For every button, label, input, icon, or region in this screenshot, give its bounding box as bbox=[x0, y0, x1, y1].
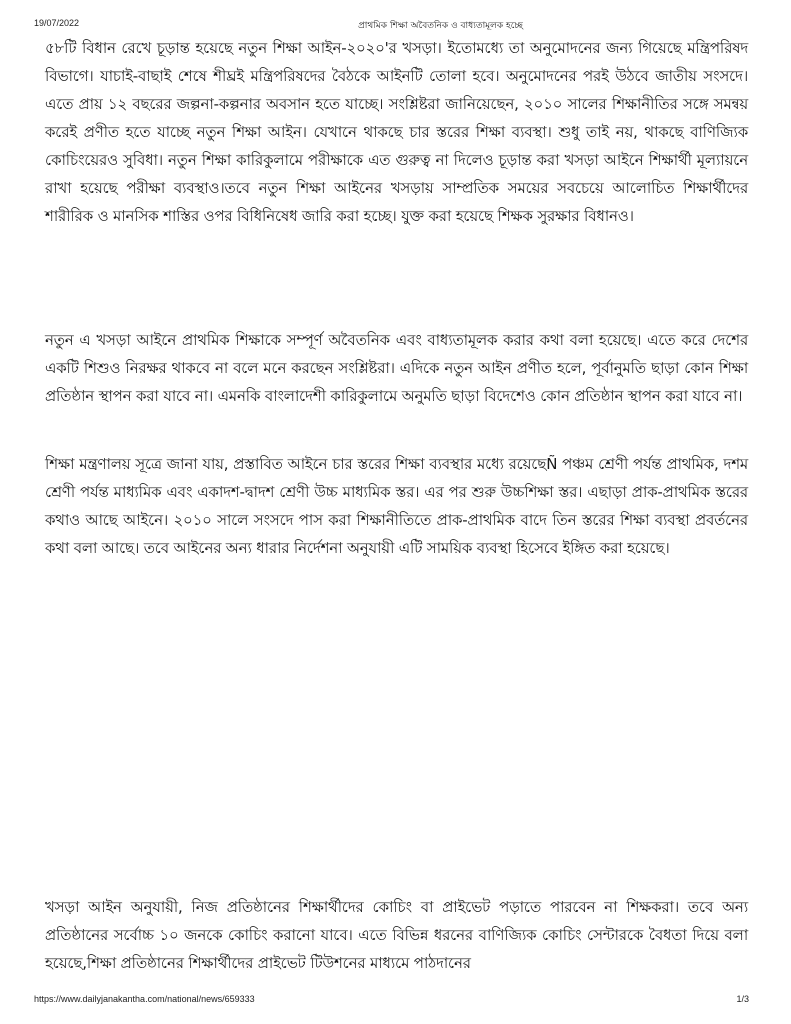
article-paragraph-3: শিক্ষা মন্ত্রণালয় সূত্রে জানা যায়, প্রস্তাবিত আইনে চার স্তরের শিক্ষা ব্যবস্থার মধ্যে রয়েছেÑ পঞ্চম শ্রেণী পর্যন্ত প্রাথমিক, দশম শ্রেণী পর্যন্ত মাধ্যমিক এবং একাদশ-দ্বাদশ শ্রেণী উচ্চ মাধ্যমিক স্তর। এর পর শুরু উচ্চশিক্ষা স্তর। এছাড়া প্রাক-প্রাথমিক স্তরের কথাও আছে আইনে। ২০১০ সালে সংসদে পাস করা শিক্ষানীতিতে প্রাক-প্রাথমিক বাদে তিন স্তরের শিক্ষা ব্যবস্থা প্রবর্তনের কথা বলা আছে। তবে আইনের অন্য ধারার নির্দেশনা অনুযায়ী এটি সাময়িক ব্যবস্থা হিসেবে ইঙ্গিত করা হয়েছে। bbox=[45, 455, 748, 557]
page-number: 1/3 bbox=[736, 994, 749, 1004]
article-paragraph-4: খসড়া আইন অনুযায়ী, নিজ প্রতিষ্ঠানের শিক্ষার্থীদের কোচিং বা প্রাইভেট পড়াতে পারবেন না শিক্ষকরা। তবে অন্য প্রতিষ্ঠানের সর্বোচ্চ ১০ জনকে কোচিং করানো যাবে। এতে বিভিন্ন ধরনের বাণিজ্যিক কোচিং সেন্টারকে বৈধতা দিয়ে বলা হয়েছে,শিক্ষা প্রতিষ্ঠানের শিক্ষার্থীদের প্রাইভেট টিউশনের মাধ্যমে পাঠদানের bbox=[45, 898, 748, 972]
page-title: প্রাথমিক শিক্ষা অবৈতনিক ও বাধ্যতামূলক হচ্ছে bbox=[358, 21, 523, 31]
source-url[interactable]: https://www.dailyjanakantha.com/national/news/659333 bbox=[34, 994, 255, 1004]
article-paragraph-2: নতুন এ খসড়া আইনে প্রাথমিক শিক্ষাকে সম্পূর্ণ অবৈতনিক এবং বাধ্যতামূলক করার কথা বলা হয়েছে। এতে করে দেশের একটি শিশুও নিরক্ষর থাকবে না বলে মনে করছেন সংশ্লিষ্টরা। এদিকে নতুন আইন প্রণীত হলে, পূর্বানুমতি ছাড়া কোন শিক্ষা প্রতিষ্ঠান স্থাপন করা যাবে না। এমনকি বাংলাদেশী কারিকুলামে অনুমতি ছাড়া বিদেশেও কোন প্রতিষ্ঠান স্থাপন করা যাবে না। bbox=[45, 331, 748, 405]
article-paragraph-1: ৫৮টি বিধান রেখে চূড়ান্ত হয়েছে নতুন শিক্ষা আইন-২০২০'র খসড়া। ইতোমধ্যে তা অনুমোদনের জন্য গিয়েছে মন্ত্রিপরিষদ বিভাগে। যাচাই-বাছাই শেষে শীঘ্রই মন্ত্রিপরিষদের বৈঠকে আইনটি তোলা হবে। অনুমোদনের পরই উঠবে জাতীয় সংসদে। এতে প্রায় ১২ বছরের জল্পনা-কল্পনার অবসান হতে যাচ্ছে। সংশ্লিষ্টরা জানিয়েছেন, ২০১০ সালের শিক্ষানীতির সঙ্গে সমন্বয় করেই প্রণীত হতে যাচ্ছে নতুন শিক্ষা আইন। যেখানে থাকছে চার স্তরের শিক্ষা ব্যবস্থা। শুধু তাই নয়, থাকছে বাণিজ্যিক কোচিংয়েরও সুবিধা। নতুন শিক্ষা কারিকুলামে পরীক্ষাকে এত গুরুত্ব না দিলেও চূড়ান্ত করা খসড়া আইনে শিক্ষার্থী মূল্যায়নে রাখা হয়েছে পরীক্ষা ব্যবস্থাও।তবে নতুন শিক্ষা আইনের খসড়ায় সাম্প্রতিক সময়ের সবচেয়ে আলোচিত শিক্ষার্থীদের শারীরিক ও মানসিক শাস্তির ওপর বিধিনিষেধ জারি করা হচ্ছে। যুক্ত করা হয়েছে শিক্ষক সুরক্ষার বিধানও। bbox=[45, 39, 748, 225]
print-date: 19/07/2022 bbox=[34, 18, 80, 28]
